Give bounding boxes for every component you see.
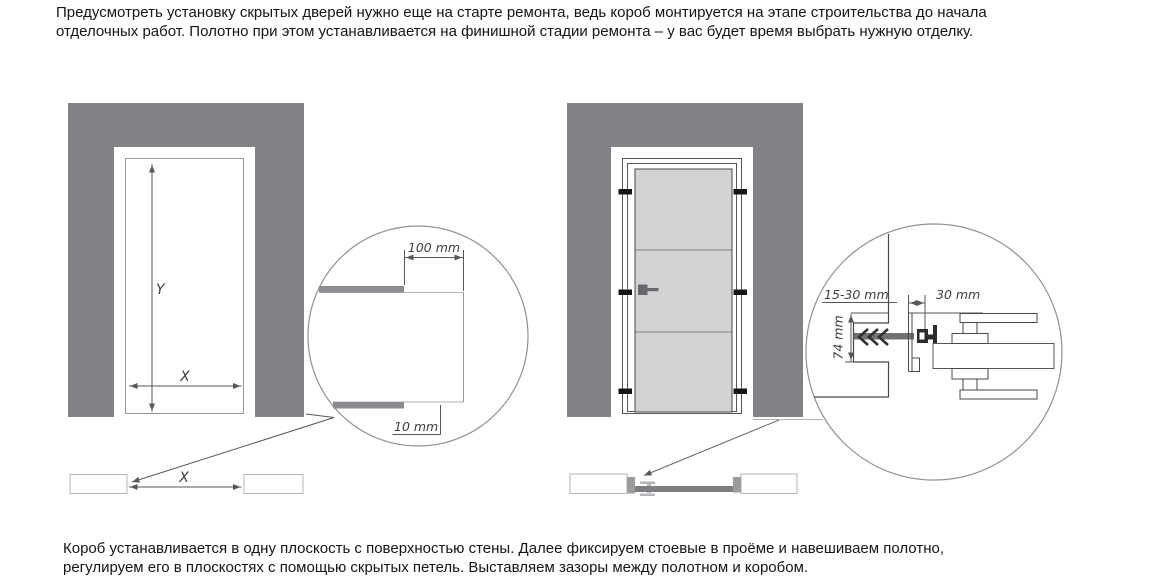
plan-hinge-mark	[640, 494, 655, 497]
hinge-plate-bottom	[960, 390, 1037, 399]
fixing-clip	[734, 290, 748, 296]
wall-finish-layer-top	[319, 286, 404, 293]
outro-line-2: регулируем его в плоскостях с помощью скрытых петель. Выставляем зазоры между полотном и коробом.	[63, 558, 809, 576]
plan-dim-label-x: X	[179, 470, 189, 486]
detail-circle-outline	[308, 226, 528, 446]
plan-door-leaf	[635, 486, 733, 492]
dim-label-100mm: 100 mm	[407, 240, 461, 255]
door-handle-lever	[648, 288, 659, 291]
hinge-plate-top	[960, 314, 1037, 323]
detail-leader-line	[644, 420, 779, 476]
hinge-neck-bottom	[963, 379, 977, 390]
outro-paragraph	[63, 540, 944, 577]
plan-wall-right	[244, 475, 303, 494]
plan-wall-left	[70, 475, 127, 494]
plan-jamb-left	[627, 477, 635, 494]
plan-wall-right	[741, 474, 797, 494]
fixing-clip	[734, 389, 748, 395]
fixing-clip	[619, 389, 633, 395]
fixing-clip	[619, 189, 633, 195]
hinge-body-bottom	[952, 369, 988, 380]
dim-label-y: Y	[156, 282, 165, 298]
left-detail-circle	[308, 226, 528, 446]
door-handle	[638, 285, 648, 296]
plan-hinge-mark	[640, 482, 655, 485]
dim-label-74mm: 74 mm	[830, 315, 846, 360]
left-diagram-opening-elevation	[68, 103, 334, 482]
plan-wall-left	[570, 474, 627, 494]
wall-finish-layer-bottom	[333, 402, 404, 409]
fixing-clip	[619, 290, 633, 296]
dim-label-x: X	[180, 369, 190, 385]
plan-jamb-right	[733, 477, 741, 493]
outro-line-1: Короб устанавливается в одну плоскость с поверхностью стены. Далее фиксируем стоевые в проёме и навешиваем полотно,	[63, 540, 944, 557]
intro-line-1: Предусмотреть установку скрытых дверей нужно еще на старте ремонта, ведь короб монтируется на этапе строительства до начала	[56, 4, 987, 21]
right-diagram-installed-door	[567, 103, 823, 476]
dim-label-10mm: 10 mm	[394, 419, 439, 434]
door-leaf-section	[933, 344, 1054, 369]
right-plan-view	[570, 474, 797, 496]
dim-label-15-30mm: 15-30 mm	[824, 287, 889, 302]
detail-leader-line	[132, 414, 334, 482]
dim-label-30mm: 30 mm	[936, 287, 981, 302]
hinge-body-top	[952, 334, 988, 344]
hinge-neck-top	[963, 323, 977, 334]
intro-line-2: отделочных работ. Полотно при этом устанавливается на финишной стадии ремонта – у вас будет время выбрать нужную отделку.	[56, 22, 974, 40]
right-detail-circle	[806, 224, 1062, 480]
left-plan-view	[70, 470, 303, 494]
fixing-clip	[734, 189, 748, 195]
